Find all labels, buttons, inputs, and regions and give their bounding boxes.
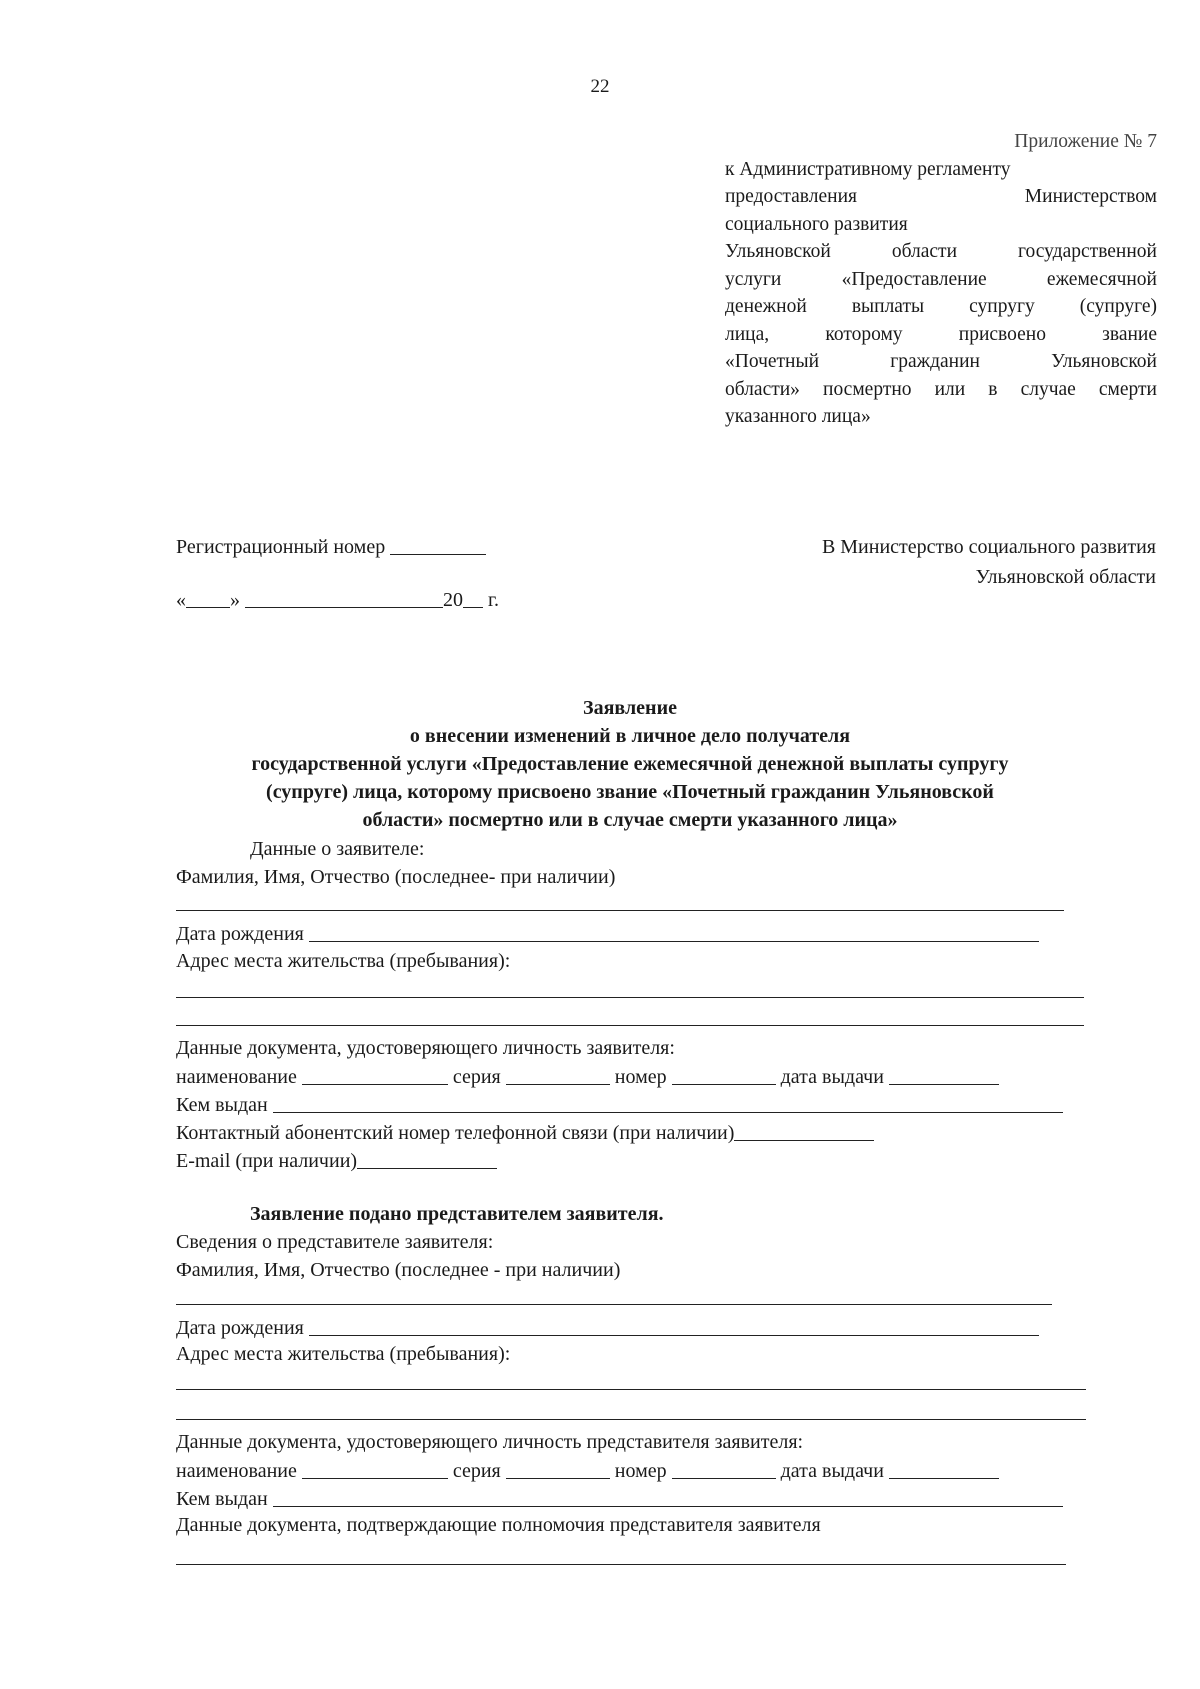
applicant-doc-date-label: дата выдачи xyxy=(780,1066,884,1088)
representative-issued-row xyxy=(176,1486,1063,1511)
applicant-phone-row xyxy=(176,1120,874,1145)
applicant-doc-series-label: серия xyxy=(452,1066,501,1088)
applicant-fio-field[interactable] xyxy=(176,910,1064,911)
representative-doc-name-label: наименование xyxy=(176,1460,297,1482)
applicant-issued-row xyxy=(176,1092,1063,1117)
representative-authority-label: Данные документа, подтверждающие полномочия представителя заявителя xyxy=(176,1514,821,1536)
representative-address-field-2[interactable] xyxy=(176,1419,1086,1420)
date-open-quote: « xyxy=(176,589,186,611)
appendix-line: услуги «Предоставление ежемесячной xyxy=(725,268,1157,290)
title-line: Заявление xyxy=(583,697,677,719)
applicant-doc-heading: Данные документа, удостоверяющего личность заявителя: xyxy=(176,1037,675,1059)
applicant-doc-row xyxy=(176,1064,999,1089)
representative-birth-label: Дата рождения xyxy=(176,1317,304,1339)
appendix-line: указанного лица» xyxy=(725,406,871,427)
applicant-address-field-2[interactable] xyxy=(176,1025,1084,1026)
title-line: (супруге) лица, которому присвоено звание «Почетный гражданин Ульяновской xyxy=(266,781,994,803)
applicant-doc-series-field[interactable] xyxy=(506,1064,610,1085)
date-day-field[interactable] xyxy=(186,587,230,608)
representative-doc-series-label: серия xyxy=(452,1460,501,1482)
applicant-fio-label: Фамилия, Имя, Отчество (последнее- при наличии) xyxy=(176,866,616,888)
appendix-line: Ульяновской области государственной xyxy=(725,241,1157,262)
applicant-doc-number-label: номер xyxy=(614,1066,667,1088)
applicant-doc-date-field[interactable] xyxy=(889,1064,999,1085)
representative-address-label: Адрес места жительства (пребывания): xyxy=(176,1343,511,1365)
representative-authority-field[interactable] xyxy=(176,1564,1066,1565)
appendix-line: лица, которому присвоено звание xyxy=(725,323,1157,345)
applicant-doc-number-field[interactable] xyxy=(672,1064,776,1085)
appendix-line: предоставления Министерством xyxy=(725,186,1157,207)
appendix-block xyxy=(725,128,1157,431)
addressee-line: Ульяновской области xyxy=(975,566,1156,588)
appendix-line: социального развития xyxy=(725,213,908,235)
representative-birth-row xyxy=(176,1315,1039,1340)
applicant-phone-field[interactable] xyxy=(734,1120,874,1141)
addressee-line: В Министерство социального развития xyxy=(821,536,1156,558)
date-close-quote: » xyxy=(230,589,240,611)
document-title xyxy=(160,694,1100,834)
applicant-heading: Данные о заявителе: xyxy=(250,838,425,860)
representative-doc-heading: Данные документа, удостоверяющего личность представителя заявителя: xyxy=(176,1431,804,1453)
appendix-title: Приложение № 7 xyxy=(1014,131,1157,152)
representative-fio-label: Фамилия, Имя, Отчество (последнее - при наличии) xyxy=(176,1259,621,1281)
applicant-email-label: E-mail (при наличии) xyxy=(176,1150,358,1172)
title-line: о внесении изменений в личное дело получателя xyxy=(409,725,851,747)
appendix-line: «Почетный гражданин Ульяновской xyxy=(725,351,1157,372)
applicant-email-row xyxy=(176,1148,497,1173)
registration-number-field[interactable] xyxy=(390,534,486,555)
applicant-phone-label: Контактный абонентский номер телефонной связи (при наличии) xyxy=(176,1122,735,1144)
representative-issued-label: Кем выдан xyxy=(176,1488,268,1510)
applicant-issued-label: Кем выдан xyxy=(176,1094,268,1116)
applicant-birth-field[interactable] xyxy=(309,921,1039,942)
representative-issued-field[interactable] xyxy=(273,1486,1063,1507)
applicant-doc-name-field[interactable] xyxy=(302,1064,448,1085)
representative-birth-field[interactable] xyxy=(309,1315,1039,1336)
applicant-birth-row xyxy=(176,921,1039,946)
title-line: государственной услуги «Предоставление ежемесячной денежной выплаты супругу xyxy=(251,753,1009,775)
appendix-line: к Административному регламенту xyxy=(725,158,1011,180)
date-year-field[interactable] xyxy=(463,587,483,608)
representative-address-field-1[interactable] xyxy=(176,1389,1086,1390)
appendix-line: денежной выплаты супругу (супруге) xyxy=(725,296,1157,317)
date-year-suffix: г. xyxy=(488,589,499,611)
applicant-birth-label: Дата рождения xyxy=(176,923,304,945)
applicant-doc-name-label: наименование xyxy=(176,1066,297,1088)
applicant-address-field-1[interactable] xyxy=(176,997,1084,998)
representative-doc-number-field[interactable] xyxy=(672,1458,776,1479)
title-line: области» посмертно или в случае смерти указанного лица» xyxy=(362,809,898,831)
addressee-block xyxy=(822,532,1156,592)
representative-doc-name-field[interactable] xyxy=(302,1458,448,1479)
applicant-issued-field[interactable] xyxy=(273,1092,1063,1113)
applicant-address-label: Адрес места жительства (пребывания): xyxy=(176,950,511,972)
page-number: 22 xyxy=(590,76,610,97)
representative-doc-number-label: номер xyxy=(614,1460,667,1482)
representative-info-label: Сведения о представителе заявителя: xyxy=(176,1231,494,1253)
representative-doc-series-field[interactable] xyxy=(506,1458,610,1479)
date-year-prefix: 20 xyxy=(443,589,463,611)
representative-doc-date-field[interactable] xyxy=(889,1458,999,1479)
representative-doc-row xyxy=(176,1458,999,1483)
applicant-email-field[interactable] xyxy=(357,1148,497,1169)
registration-number-row xyxy=(176,534,486,559)
appendix-line: области» посмертно или в случае смерти xyxy=(725,378,1157,400)
registration-date-row xyxy=(176,587,499,612)
representative-heading: Заявление подано представителем заявителя. xyxy=(250,1203,664,1225)
registration-number-label: Регистрационный номер xyxy=(176,536,386,558)
date-month-field[interactable] xyxy=(245,587,443,608)
representative-doc-date-label: дата выдачи xyxy=(780,1460,884,1482)
representative-fio-field[interactable] xyxy=(176,1304,1052,1305)
